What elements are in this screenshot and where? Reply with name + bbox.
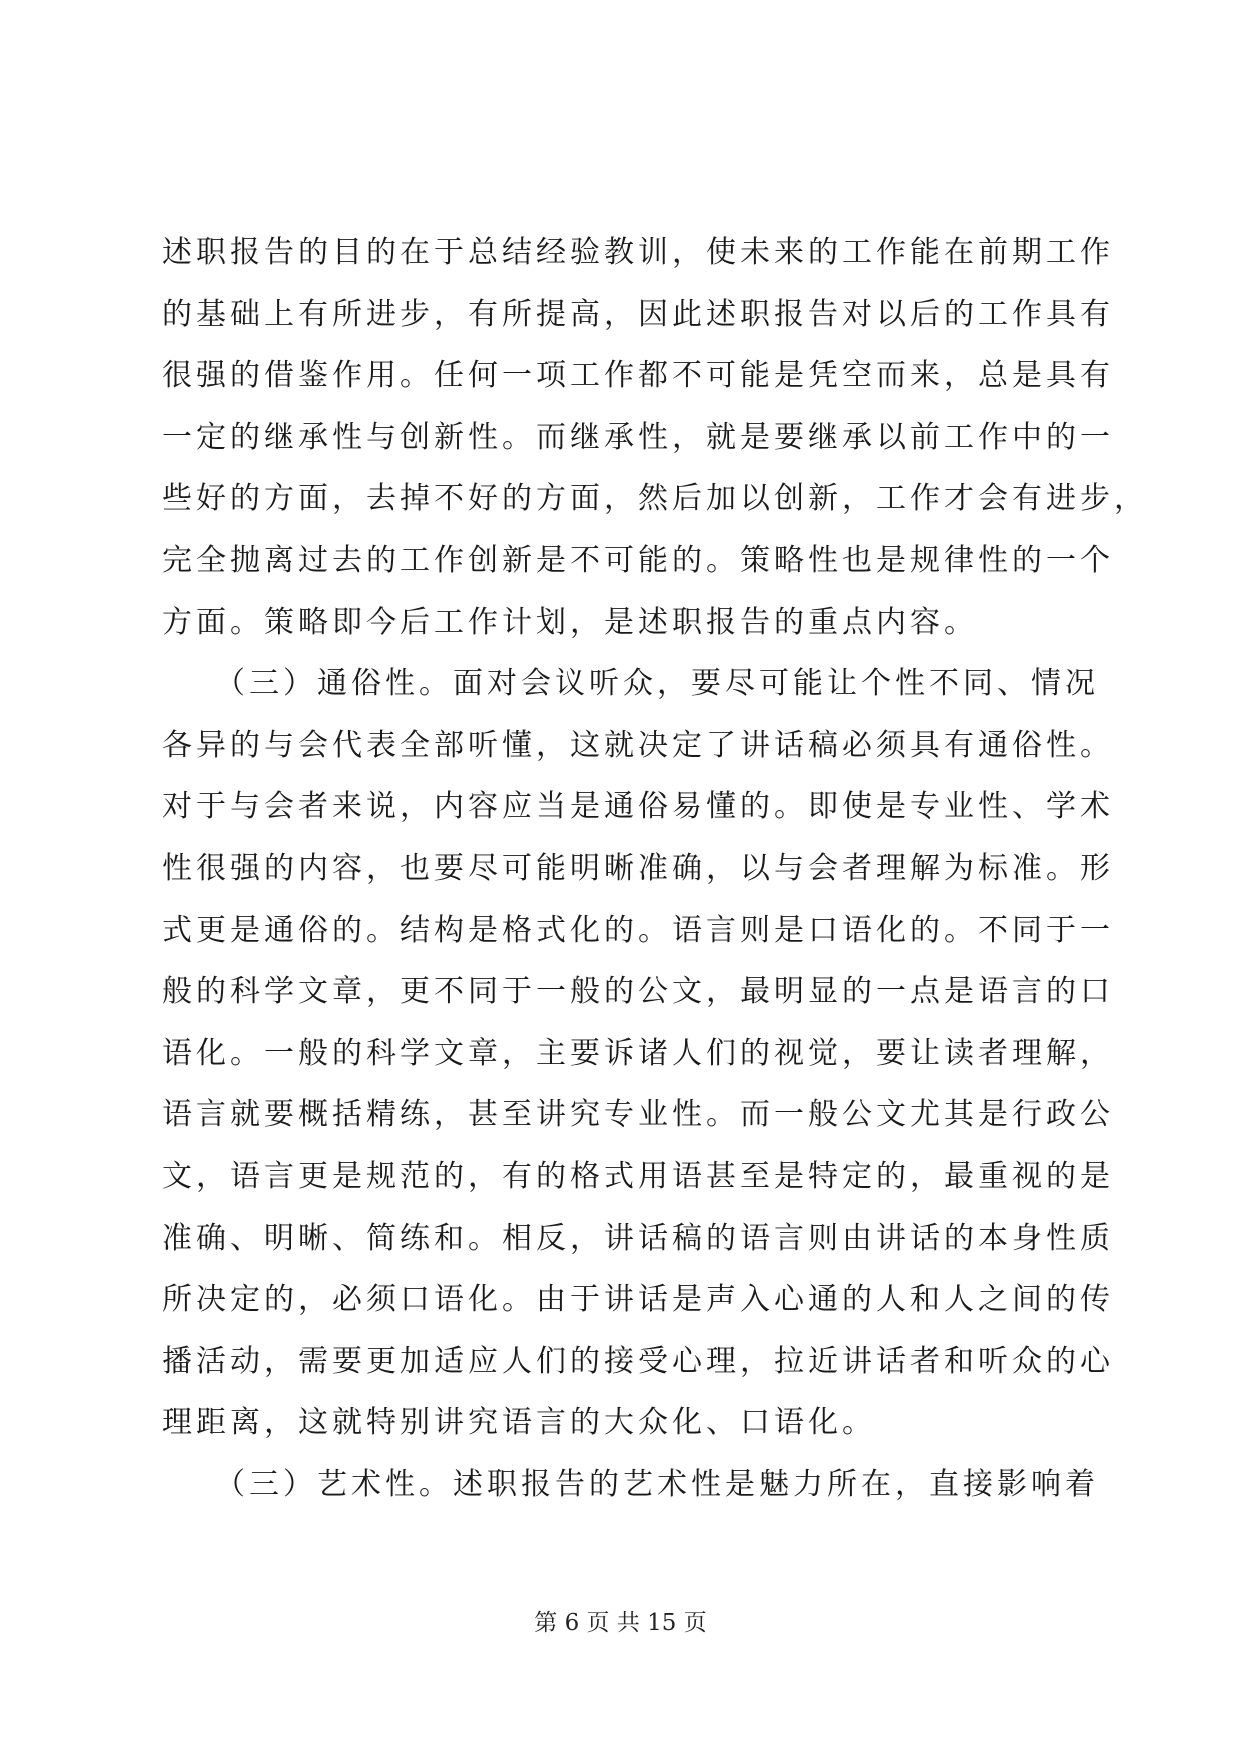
text-line: 语化。一般的科学文章，主要诉诸人们的视觉，要让读者理解， xyxy=(162,1035,1114,1071)
text-line: 完全抛离过去的工作创新是不可能的。策略性也是规律性的一个 xyxy=(162,542,1114,578)
page-number-footer: 第 6 页 共 15 页 xyxy=(534,1610,707,1636)
text-line: 方面。策略即今后工作计划，是述职报告的重点内容。 xyxy=(162,604,978,640)
text-line: 般的科学文章，更不同于一般的公文，最明显的一点是语言的口 xyxy=(162,974,1114,1010)
text-line: 理距离，这就特别讲究语言的大众化、口语化。 xyxy=(162,1405,876,1441)
text-line: 很强的借鉴作用。任何一项工作都不可能是凭空而来，总是具有 xyxy=(162,358,1114,394)
document-body xyxy=(162,232,1148,1525)
text-line: 一定的继承性与创新性。而继承性，就是要继承以前工作中的一 xyxy=(162,419,1114,455)
text-line: 式更是通俗的。结构是格式化的。语言则是口语化的。不同于一 xyxy=(162,912,1114,948)
text-line: 对于与会者来说，内容应当是通俗易懂的。即使是专业性、学术 xyxy=(162,789,1114,825)
text-line: 各异的与会代表全部听懂，这就决定了讲话稿必须具有通俗性。 xyxy=(162,727,1114,763)
text-line: 文，语言更是规范的，有的格式用语甚至是特定的，最重视的是 xyxy=(162,1158,1114,1194)
text-line: 述职报告的目的在于总结经验教训，使未来的工作能在前期工作 xyxy=(162,235,1114,270)
text-line: 些好的方面，去掉不好的方面，然后加以创新，工作才会有进步， xyxy=(162,481,1148,517)
text-line: 所决定的，必须口语化。由于讲话是声入心通的人和人之间的传 xyxy=(162,1282,1114,1318)
text-line: 准确、明晰、简练和。相反，讲话稿的语言则由讲话的本身性质 xyxy=(162,1220,1114,1256)
text-line: 性很强的内容，也要尽可能明晰准确，以与会者理解为标准。形 xyxy=(162,850,1114,886)
text-line: 播活动，需要更加适应人们的接受心理，拉近讲话者和听众的心 xyxy=(162,1343,1114,1379)
text-line: （三）通俗性。面对会议听众，要尽可能让个性不同、情况 xyxy=(162,666,1099,702)
text-line: 的基础上有所进步，有所提高，因此述职报告对以后的工作具有 xyxy=(162,296,1114,332)
text-line: 语言就要概括精练，甚至讲究专业性。而一般公文尤其是行政公 xyxy=(162,1097,1114,1133)
text-line: （三）艺术性。述职报告的艺术性是魅力所在，直接影响着 xyxy=(162,1466,1099,1502)
